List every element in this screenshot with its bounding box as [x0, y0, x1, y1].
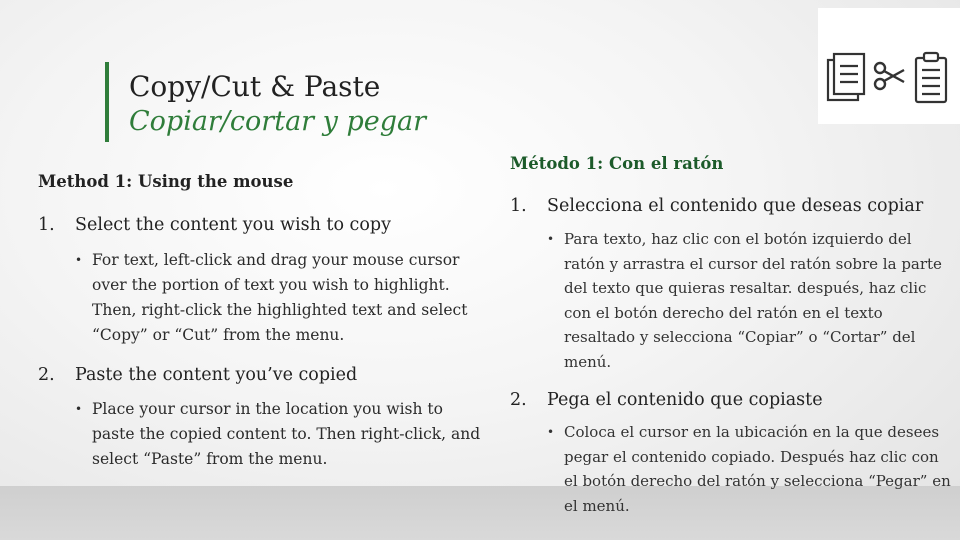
clipboard-icon: [828, 54, 864, 100]
step-number: 1.: [38, 215, 55, 235]
step-number: 2.: [510, 390, 527, 410]
step-text: Selecciona el contenido que deseas copiar: [547, 196, 924, 216]
english-instructions: [38, 172, 488, 472]
step-1: [510, 194, 956, 218]
step-2-bullet: [38, 397, 488, 472]
bullet-icon: •: [547, 425, 555, 439]
step-2: [510, 388, 956, 412]
page-subtitle: Copiar/cortar y pegar: [129, 106, 427, 137]
spanish-instructions: [510, 154, 956, 518]
step-2-bullet: [510, 420, 956, 518]
step-text: Pega el contenido que copiaste: [547, 390, 823, 410]
bullet-text: Coloca el cursor en la ubicación en la que desees pegar el contenido copiado. Después haz clic con el botón derecho del ratón y selecciona “Pegar” en el menú.: [564, 423, 951, 515]
method-heading: Método 1: Con el ratón: [510, 154, 724, 173]
clipboard-icon: [916, 53, 946, 102]
bullet-icon: •: [547, 232, 555, 246]
bullet-icon: •: [75, 253, 83, 267]
copy-cut-paste-illustration: [818, 8, 960, 124]
step-number: 2.: [38, 365, 55, 385]
bullet-text: Place your cursor in the location you wish to paste the copied content to. Then right-click, and select “Paste” from the menu.: [92, 400, 481, 468]
step-text: Paste the content you’ve copied: [75, 365, 358, 385]
bullet-text: Para texto, haz clic con el botón izquierdo del ratón y arrastra el cursor del ratón sobre la parte del texto que quieras resaltar. después, haz clic con el botón derecho del ratón en el texto resaltado y selecciona “Copiar” o “Cortar” del menú.: [564, 230, 942, 371]
title-accent-bar: [105, 62, 109, 142]
scissors-icon: [875, 63, 904, 89]
step-1-bullet: [510, 227, 956, 374]
method-heading: Method 1: Using the mouse: [38, 172, 294, 191]
bullet-icon: •: [75, 402, 83, 416]
step-1-bullet: [38, 248, 488, 348]
page-title: Copy/Cut & Paste: [129, 70, 381, 103]
step-2: [38, 363, 488, 387]
bullet-text: For text, left-click and drag your mouse cursor over the portion of text you wish to highlight. Then, right-click the highlighted text and select “Copy” or “Cut” from the menu.: [92, 251, 468, 344]
step-text: Select the content you wish to copy: [75, 215, 391, 235]
step-number: 1.: [510, 196, 527, 216]
step-1: [38, 213, 488, 237]
